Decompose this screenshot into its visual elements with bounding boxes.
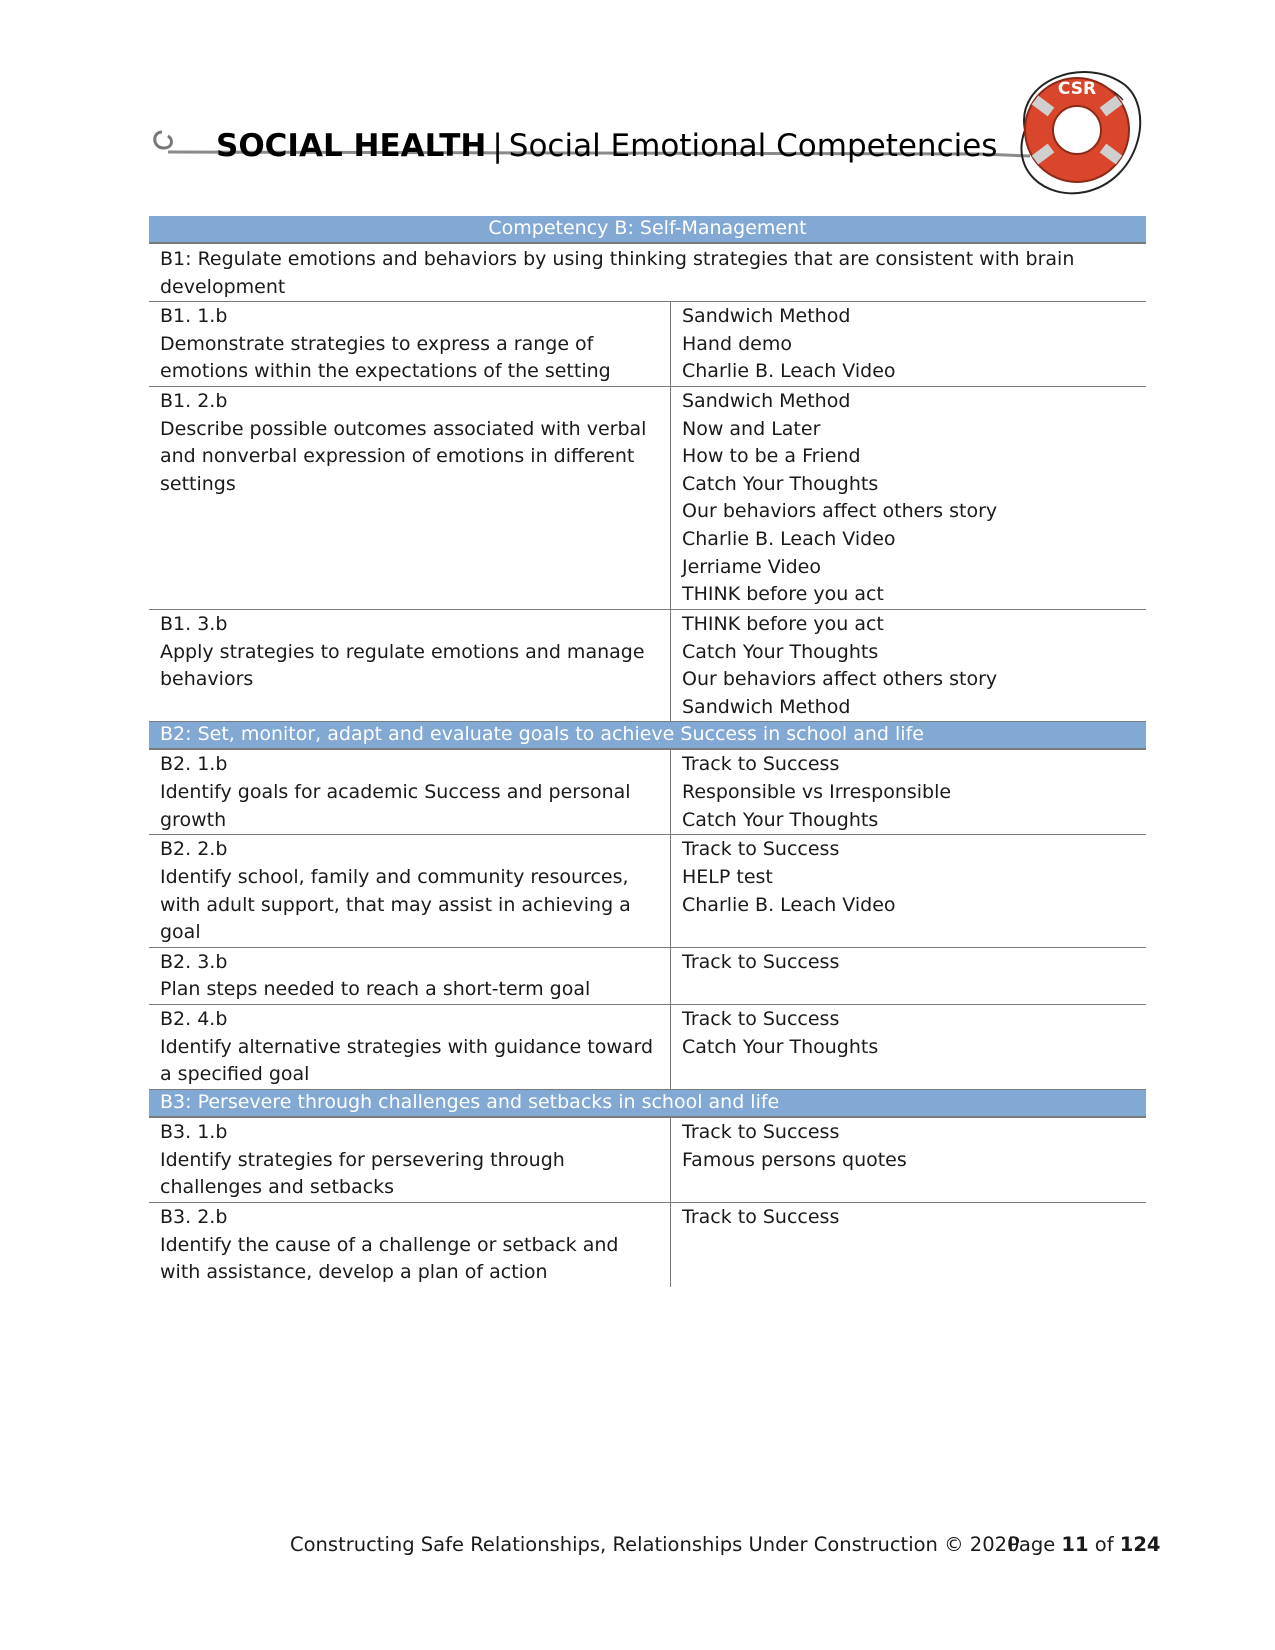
standard-cell — [149, 1203, 671, 1287]
resources-cell — [671, 948, 1146, 1004]
resource-item: Charlie B. Leach Video — [682, 360, 896, 383]
resources-cell — [671, 610, 1146, 721]
resource-item: Track to Success — [682, 950, 840, 973]
standard-code: B1. 3.b — [160, 613, 228, 635]
standard-code: B2. 4.b — [160, 1007, 228, 1030]
footer-copyright: Constructing Safe Relationships, Relationships Under Construction © 2020 — [290, 1533, 1020, 1556]
standard-code: B2. 3.b — [160, 950, 228, 973]
standard-description: Apply strategies to regulate emotions and manage behaviors — [160, 640, 645, 691]
b3-heading: B3: Persevere through challenges and setbacks in school and life — [149, 1090, 1146, 1118]
standard-code: B1. 2.b — [160, 390, 228, 412]
resource-item: Track to Success — [682, 1007, 840, 1030]
title-bold: SOCIAL HEALTH — [216, 128, 487, 164]
footer-page-number — [1008, 1533, 1160, 1556]
standard-description: Describe possible outcomes associated with verbal and nonverbal expression of emotions in different settings — [160, 417, 647, 495]
page-title — [216, 128, 997, 164]
standard-description: Identify strategies for persevering through challenges and setbacks — [160, 1148, 565, 1199]
life-ring-logo-icon — [1005, 60, 1145, 200]
table-row — [149, 1203, 1146, 1287]
standard-cell — [149, 750, 671, 834]
b1-heading: B1: Regulate emotions and behaviors by using thinking strategies that are consistent with brain development — [149, 244, 1146, 302]
standard-description: Identify goals for academic Success and personal growth — [160, 780, 631, 831]
resource-item: THINK before you act — [682, 583, 884, 606]
resources-cell — [671, 750, 1146, 834]
table-row — [149, 948, 1146, 1005]
standard-description: Demonstrate strategies to express a range of emotions within the expectations of the setting — [160, 332, 611, 383]
standard-cell — [149, 1118, 671, 1202]
logo-text: CSR — [1057, 79, 1097, 99]
title-rest: Social Emotional Competencies — [508, 128, 998, 164]
standard-code: B1. 1.b — [160, 305, 228, 327]
resource-item: Catch Your Thoughts — [682, 472, 879, 495]
resource-item: Track to Success — [682, 1205, 840, 1228]
standard-description: Plan steps needed to reach a short-term goal — [160, 978, 591, 1001]
resources-cell — [671, 302, 1146, 386]
standard-description: Identify school, family and community resources, with adult support, that may assist in achieving a goal — [160, 865, 631, 944]
resources-cell — [671, 1203, 1146, 1287]
standard-cell — [149, 610, 671, 721]
resource-item: Catch Your Thoughts — [682, 1035, 879, 1058]
resource-item: HELP test — [682, 865, 773, 888]
b2-rows — [149, 750, 1146, 1090]
page-header — [150, 60, 1140, 210]
table-row — [149, 387, 1146, 610]
standard-cell — [149, 948, 671, 1004]
resource-item: Catch Your Thoughts — [682, 808, 879, 831]
standard-code: B3. 1.b — [160, 1120, 228, 1143]
b2-heading: B2: Set, monitor, adapt and evaluate goals to achieve Success in school and life — [149, 722, 1146, 750]
page-of: of — [1094, 1533, 1114, 1556]
resource-item: Sandwich Method — [682, 390, 851, 412]
standard-code: B2. 2.b — [160, 838, 228, 861]
resource-item: Responsible vs Irresponsible — [682, 780, 952, 803]
resources-cell — [671, 387, 1146, 609]
table-row — [149, 302, 1146, 387]
resource-item: Sandwich Method — [682, 695, 851, 718]
standard-cell — [149, 1005, 671, 1089]
resource-item: Hand demo — [682, 332, 792, 355]
standard-code: B2. 1.b — [160, 753, 228, 776]
standard-cell — [149, 835, 671, 946]
resource-item: Catch Your Thoughts — [682, 640, 879, 663]
standard-description: Identify alternative strategies with guidance toward a specified goal — [160, 1035, 654, 1086]
page-prefix: Page — [1008, 1533, 1056, 1556]
competency-header: Competency B: Self-Management — [149, 216, 1146, 244]
standard-cell — [149, 302, 671, 386]
resource-item: Our behaviors affect others story — [682, 500, 998, 523]
resource-item: Now and Later — [682, 417, 821, 440]
resource-item: Sandwich Method — [682, 305, 851, 327]
table-row — [149, 750, 1146, 835]
resources-cell — [671, 1005, 1146, 1089]
resource-item: How to be a Friend — [682, 445, 861, 468]
page-current: 11 — [1061, 1533, 1089, 1556]
table-row — [149, 1118, 1146, 1203]
resource-item: Charlie B. Leach Video — [682, 893, 896, 916]
standard-cell — [149, 387, 671, 609]
resource-item: Track to Success — [682, 838, 840, 861]
resources-cell — [671, 1118, 1146, 1202]
page-total: 124 — [1119, 1533, 1161, 1556]
competency-table — [149, 216, 1146, 1287]
resource-item: Track to Success — [682, 753, 840, 776]
standard-description: Identify the cause of a challenge or setback and with assistance, develop a plan of action — [160, 1233, 619, 1284]
resource-item: Jerriame Video — [682, 555, 821, 578]
resource-item: Track to Success — [682, 1120, 840, 1143]
b3-rows — [149, 1118, 1146, 1287]
title-separator: | — [492, 128, 503, 164]
resource-item: Our behaviors affect others story — [682, 668, 998, 691]
standard-code: B3. 2.b — [160, 1205, 228, 1228]
resource-item: THINK before you act — [682, 613, 884, 635]
resources-cell — [671, 835, 1146, 946]
b1-rows — [149, 302, 1146, 722]
resource-item: Famous persons quotes — [682, 1148, 907, 1171]
table-row — [149, 835, 1146, 947]
table-row — [149, 610, 1146, 722]
resource-item: Charlie B. Leach Video — [682, 527, 896, 550]
table-row — [149, 1005, 1146, 1090]
